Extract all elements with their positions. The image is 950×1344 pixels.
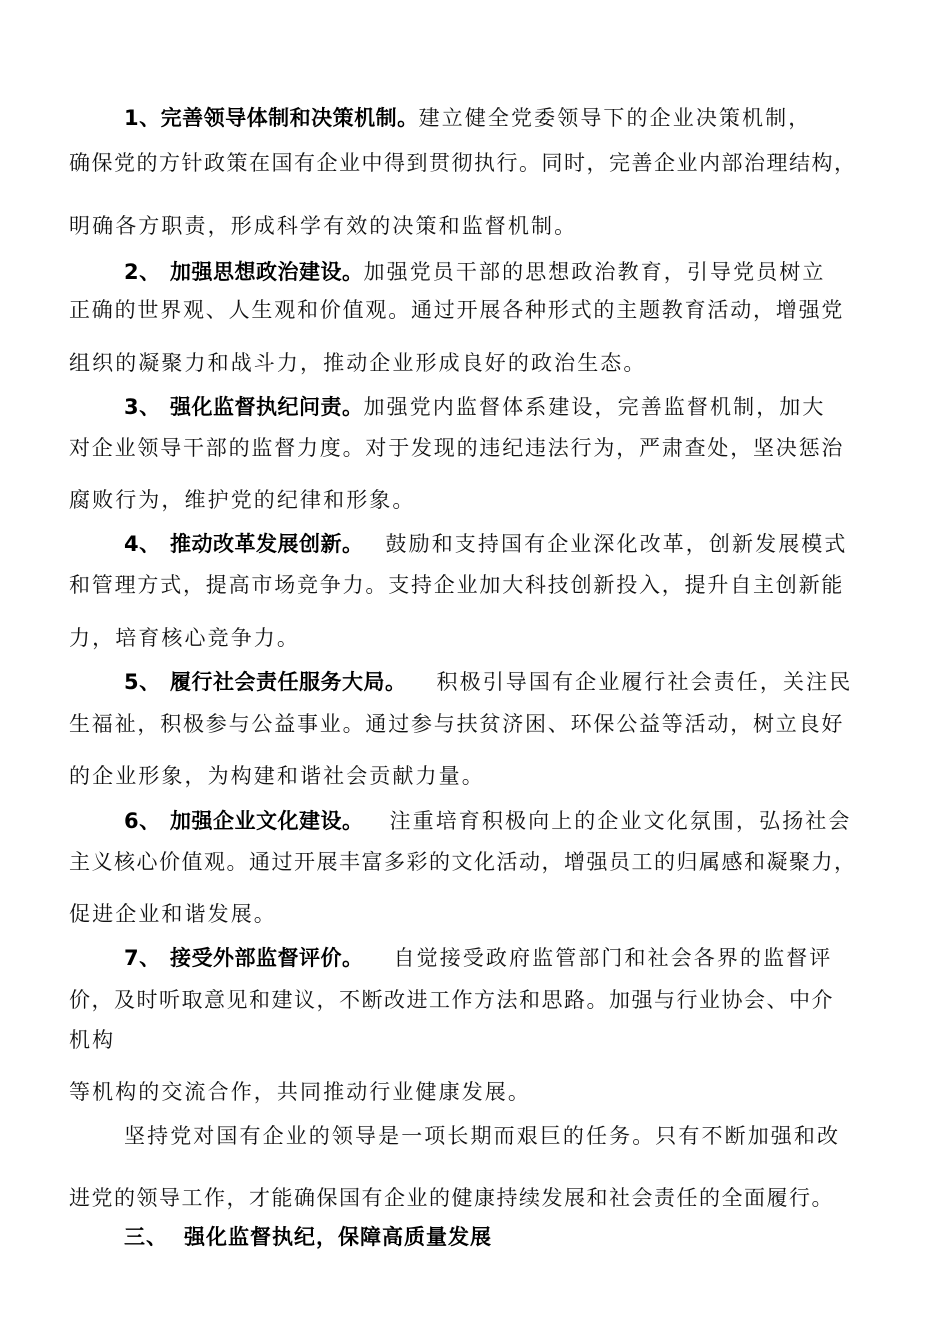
- item-4-number: 4、: [124, 532, 161, 556]
- item-3-number: 3、: [124, 395, 161, 419]
- item-7-text: 自觉接受政府监管部门和社会各界的监督评: [393, 946, 833, 970]
- item-2-line-3: 组织的凝聚力和战斗力，推动企业形成良好的政治生态。: [69, 351, 647, 375]
- item-4-text: 鼓励和支持国有企业深化改革，创新发展模式: [385, 532, 848, 556]
- item-2-text: 加强党员干部的思想政治教育，引导党员树立: [363, 260, 826, 284]
- item-7-line-3: 机构: [69, 1028, 116, 1052]
- item-4-line-3: 力，培育核心竞争力。: [69, 626, 300, 650]
- item-7-line-1: [124, 944, 832, 972]
- item-1-line-1: [124, 104, 811, 132]
- item-2-number: 2、: [124, 260, 161, 284]
- conclusion-line-1: 坚持党对国有企业的领导是一项长期而艰巨的任务。只有不断加强和改: [124, 1124, 841, 1148]
- item-6-line-1: [124, 807, 852, 835]
- item-3-line-2: 对企业领导干部的监督力度。对于发现的违纪违法行为，严肃查处，坚决惩治: [69, 436, 845, 460]
- item-7-line-4: 等机构的交流合作，共同推动行业健康发展。: [69, 1080, 531, 1104]
- item-1-line-2: 确保党的方针政策在国有企业中得到贯彻执行。同时，完善企业内部治理结构，: [69, 151, 857, 175]
- section-heading: [124, 1223, 492, 1251]
- item-3-text: 加强党内监督体系建设，完善监督机制，加大: [363, 395, 826, 419]
- item-2-line-2: 正确的世界观、人生观和价值观。通过开展各种形式的主题教育活动，增强党: [69, 298, 845, 322]
- item-1-heading: 1、完善领导体制和决策机制。: [124, 106, 419, 130]
- item-4-heading: 推动改革发展创新。: [170, 532, 364, 556]
- item-6-line-3: 促进企业和谐发展。: [69, 902, 277, 926]
- item-6-line-2: 主义核心价值观。通过开展丰富多彩的文化活动，增强员工的归属感和凝聚力，: [69, 850, 857, 874]
- item-2-line-1: [124, 258, 826, 286]
- item-3-heading: 强化监督执纪问责。: [170, 395, 364, 419]
- item-6-text: 注重培育积极向上的企业文化氛围，弘扬社会: [389, 809, 852, 833]
- item-7-heading: 接受外部监督评价。: [170, 946, 364, 970]
- item-4-line-1: [124, 530, 848, 558]
- section-title: 强化监督执纪，保障高质量发展: [184, 1225, 492, 1249]
- item-7-line-2: 价，及时听取意见和建议，不断改进工作方法和思路。加强与行业协会、中介: [69, 988, 834, 1012]
- item-5-line-1: [124, 668, 852, 696]
- item-1-text: 建立健全党委领导下的企业决策机制，: [418, 106, 812, 130]
- item-3-line-1: [124, 393, 826, 421]
- item-1-line-3: 明确各方职责，形成科学有效的决策和监督机制。: [69, 214, 578, 238]
- section-number: 三、: [124, 1225, 168, 1249]
- item-7-number: 7、: [124, 946, 161, 970]
- item-6-heading: 加强企业文化建设。: [170, 809, 364, 833]
- item-2-heading: 加强思想政治建设。: [170, 260, 364, 284]
- item-5-heading: 履行社会责任服务大局。: [170, 670, 407, 694]
- item-4-line-2: 和管理方式，提高市场竞争力。支持企业加大科技创新投入，提升自主创新能: [69, 573, 845, 597]
- item-5-line-3: 的企业形象，为构建和谐社会贡献力量。: [69, 764, 485, 788]
- item-5-number: 5、: [124, 670, 161, 694]
- item-6-number: 6、: [124, 809, 161, 833]
- conclusion-line-2: 进党的领导工作，才能确保国有企业的健康持续发展和社会责任的全面履行。: [69, 1186, 834, 1210]
- item-5-line-2: 生福祉，积极参与公益事业。通过参与扶贫济困、环保公益等活动，树立良好: [69, 712, 845, 736]
- item-3-line-3: 腐败行为，维护党的纪律和形象。: [69, 488, 416, 512]
- item-5-text: 积极引导国有企业履行社会责任，关注民: [436, 670, 853, 694]
